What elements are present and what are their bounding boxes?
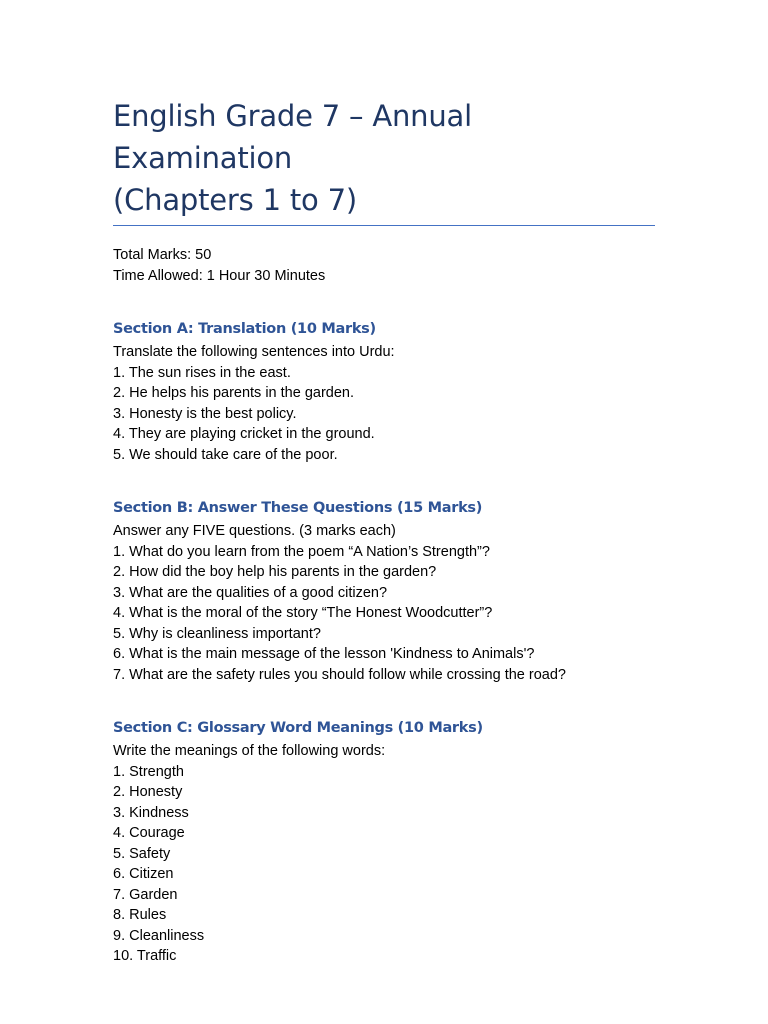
list-item: 7. What are the safety rules you should follow while crossing the road? (113, 666, 566, 683)
list-item: 4. Courage (113, 825, 185, 841)
list-item: 1. What do you learn from the poem “A Nation’s Strength”? (113, 543, 490, 560)
section-b-list (113, 542, 658, 686)
list-item: 2. How did the boy help his parents in the garden? (113, 564, 437, 580)
title-line-2: (Chapters 1 to 7) (113, 183, 357, 217)
list-item: 1. The sun rises in the east. (113, 364, 291, 381)
list-item: 5. Safety (113, 845, 171, 862)
section-c (113, 718, 658, 967)
list-item: 10. Traffic (113, 948, 177, 964)
list-item: 4. They are playing cricket in the ground. (113, 426, 375, 442)
list-item: 5. Why is cleanliness important? (113, 625, 321, 642)
section-b (113, 498, 658, 685)
list-item: 1. Strength (113, 763, 184, 780)
list-item: 6. Citizen (113, 866, 174, 882)
page-title (113, 95, 658, 221)
section-a-instruction: Translate the following sentences into Urdu: (113, 344, 395, 360)
list-item: 4. What is the moral of the story “The Honest Woodcutter”? (113, 605, 493, 621)
section-a-heading: Section A: Translation (10 Marks) (113, 321, 376, 337)
section-a-list (113, 363, 658, 466)
section-c-instruction: Write the meanings of the following words: (113, 743, 386, 759)
title-divider (113, 225, 655, 226)
list-item: 3. What are the qualities of a good citizen? (113, 584, 388, 601)
list-item: 6. What is the main message of the lesson 'Kindness to Animals'? (113, 646, 535, 662)
total-marks: Total Marks: 50 (113, 247, 212, 263)
list-item: 7. Garden (113, 886, 178, 903)
list-item: 3. Kindness (113, 804, 189, 821)
title-line-1: English Grade 7 – Annual Examination (113, 99, 472, 175)
list-item: 3. Honesty is the best policy. (113, 405, 297, 422)
exam-page (113, 95, 658, 967)
section-c-list (113, 762, 658, 967)
section-a (113, 319, 658, 465)
list-item: 5. We should take care of the poor. (113, 446, 338, 463)
list-item: 2. He helps his parents in the garden. (113, 385, 355, 401)
time-allowed: Time Allowed: 1 Hour 30 Minutes (113, 267, 326, 284)
section-b-instruction: Answer any FIVE questions. (3 marks each) (113, 523, 396, 539)
section-b-heading: Section B: Answer These Questions (15 Marks) (113, 500, 483, 516)
section-c-heading: Section C: Glossary Word Meanings (10 Marks) (113, 720, 483, 736)
exam-meta (113, 245, 658, 286)
list-item: 9. Cleanliness (113, 927, 205, 944)
list-item: 2. Honesty (113, 784, 183, 800)
list-item: 8. Rules (113, 907, 167, 923)
